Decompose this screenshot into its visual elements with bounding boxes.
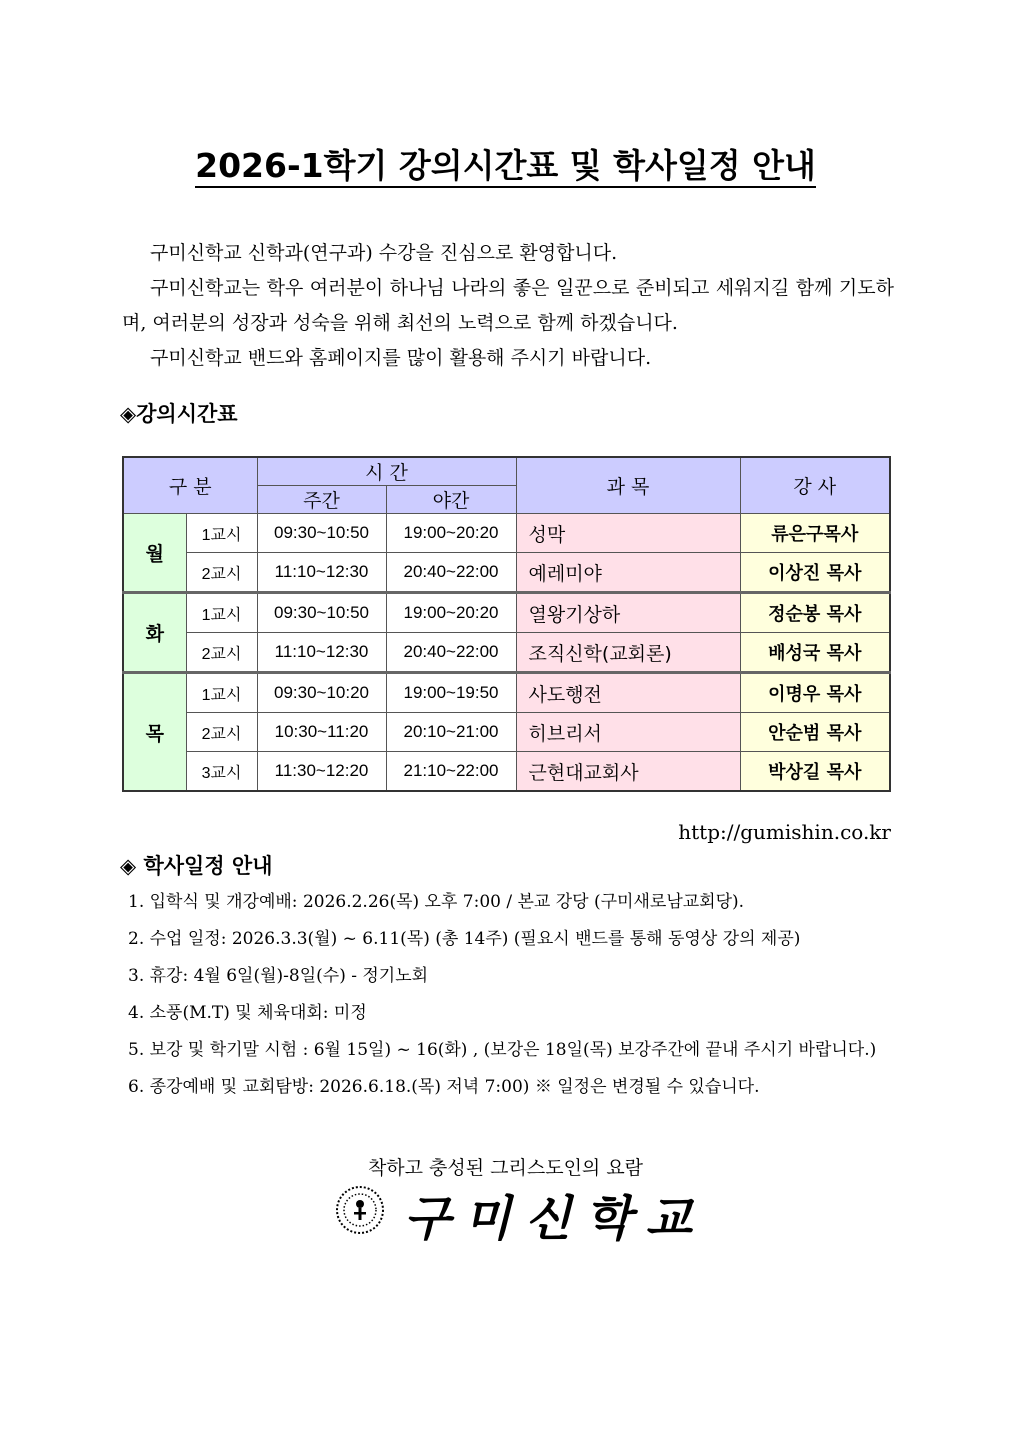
intro-paragraph: 구미신학교 신학과(연구과) 수강을 진심으로 환영합니다.: [150, 242, 618, 264]
school-motto: 착하고 충성된 그리스도인의 요람: [367, 1157, 644, 1179]
table-row: [123, 713, 890, 752]
day-time-cell: 11:30~12:20: [257, 752, 386, 792]
subject-cell: 히브리서: [516, 713, 740, 752]
subject-cell: 성막: [516, 514, 740, 553]
day-time-cell: 09:30~10:50: [257, 514, 386, 553]
night-time-cell: 19:00~19:50: [386, 673, 516, 713]
subject-cell: 조직신학(교회론): [516, 633, 740, 673]
page-title-text: 2026-1학기 강의시간표 및 학사일정 안내: [195, 146, 816, 188]
schedule-item: 3. 휴강: 4월 6일(월)-8일(수) - 정기노회: [128, 966, 429, 986]
night-time-cell: 20:40~22:00: [386, 633, 516, 673]
day-cell: 화: [123, 593, 186, 673]
night-time-cell: 21:10~22:00: [386, 752, 516, 792]
header-time: 시 간: [257, 457, 516, 486]
period-cell: 1교시: [186, 673, 257, 713]
subject-cell: 열왕기상하: [516, 593, 740, 633]
header-instructor: 강 사: [740, 457, 890, 514]
table-row: [123, 673, 890, 713]
instructor-cell: 이상진 목사: [740, 553, 890, 593]
instructor-cell: 류은구목사: [740, 514, 890, 553]
instructor-cell: 정순봉 목사: [740, 593, 890, 633]
schedule-item: 6. 종강예배 및 교회탐방: 2026.6.18.(목) 저녁 7:00) ※ 일정은 변경될 수 있습니다.: [128, 1077, 760, 1097]
day-time-cell: 10:30~11:20: [257, 713, 386, 752]
intro-paragraph: 구미신학교는 학우 여러분이 하나님 나라의 좋은 일꾼으로 준비되고 세워지길 함께 기도하며, 여러분의 성장과 성숙을 위해 최선의 노력으로 함께 하겠습니다.: [122, 277, 894, 334]
day-time-cell: 11:10~12:30: [257, 553, 386, 593]
subject-cell: 예레미야: [516, 553, 740, 593]
timetable: [122, 456, 891, 792]
night-time-cell: 19:00~20:20: [386, 514, 516, 553]
schedule-item: 4. 소풍(M.T) 및 체육대회: 미정: [128, 1003, 367, 1023]
period-cell: 1교시: [186, 514, 257, 553]
schedule-list: [128, 887, 876, 1109]
day-time-cell: 09:30~10:20: [257, 673, 386, 713]
period-cell: 2교시: [186, 633, 257, 673]
day-cell: 목: [123, 673, 186, 792]
instructor-cell: 박상길 목사: [740, 752, 890, 792]
instructor-cell: 이명우 목사: [740, 673, 890, 713]
instructor-cell: 안순범 목사: [740, 713, 890, 752]
period-cell: 3교시: [186, 752, 257, 792]
schedule-item: 2. 수업 일정: 2026.3.3(월) ~ 6.11(목) (총 14주) (필요시 밴드를 통해 동영상 강의 제공): [128, 929, 801, 949]
night-time-cell: 19:00~20:20: [386, 593, 516, 633]
page-title: [0, 140, 1011, 187]
school-seal-icon: [334, 1184, 386, 1236]
header-night-time: 야간: [386, 486, 516, 514]
header-day-time: 주간: [257, 486, 386, 514]
day-time-cell: 09:30~10:50: [257, 593, 386, 633]
period-cell: 2교시: [186, 713, 257, 752]
intro-paragraph: 구미신학교 밴드와 홈페이지를 많이 활용해 주시기 바랍니다.: [150, 347, 652, 369]
website-url[interactable]: http://gumishin.co.kr: [678, 820, 891, 844]
subject-cell: 사도행전: [516, 673, 740, 713]
instructor-cell: 배성국 목사: [740, 633, 890, 673]
night-time-cell: 20:10~21:00: [386, 713, 516, 752]
schedule-item: 5. 보강 및 학기말 시험 : 6월 15일) ~ 16(화) , (보강은 18일(목) 보강주간에 끝내 주시기 바랍니다.): [128, 1040, 877, 1060]
timetable-heading: ◈강의시간표: [120, 402, 238, 426]
schedule-item: 1. 입학식 및 개강예배: 2026.2.26(목) 오후 7:00 / 본교 강당 (구미새로남교회당).: [128, 892, 745, 912]
day-time-cell: 11:10~12:30: [257, 633, 386, 673]
table-row: [123, 514, 890, 553]
intro-section: [122, 236, 894, 376]
period-cell: 1교시: [186, 593, 257, 633]
table-row: [123, 593, 890, 633]
table-row: [123, 752, 890, 792]
night-time-cell: 20:40~22:00: [386, 553, 516, 593]
schedule-heading: ◈ 학사일정 안내: [120, 854, 273, 878]
header-division: 구 분: [123, 457, 257, 514]
table-row: [123, 633, 890, 673]
header-subject: 과 목: [516, 457, 740, 514]
school-logo-text: 구미신학교: [404, 1191, 706, 1247]
table-row: [123, 553, 890, 593]
day-cell: 월: [123, 514, 186, 593]
period-cell: 2교시: [186, 553, 257, 593]
subject-cell: 근현대교회사: [516, 752, 740, 792]
